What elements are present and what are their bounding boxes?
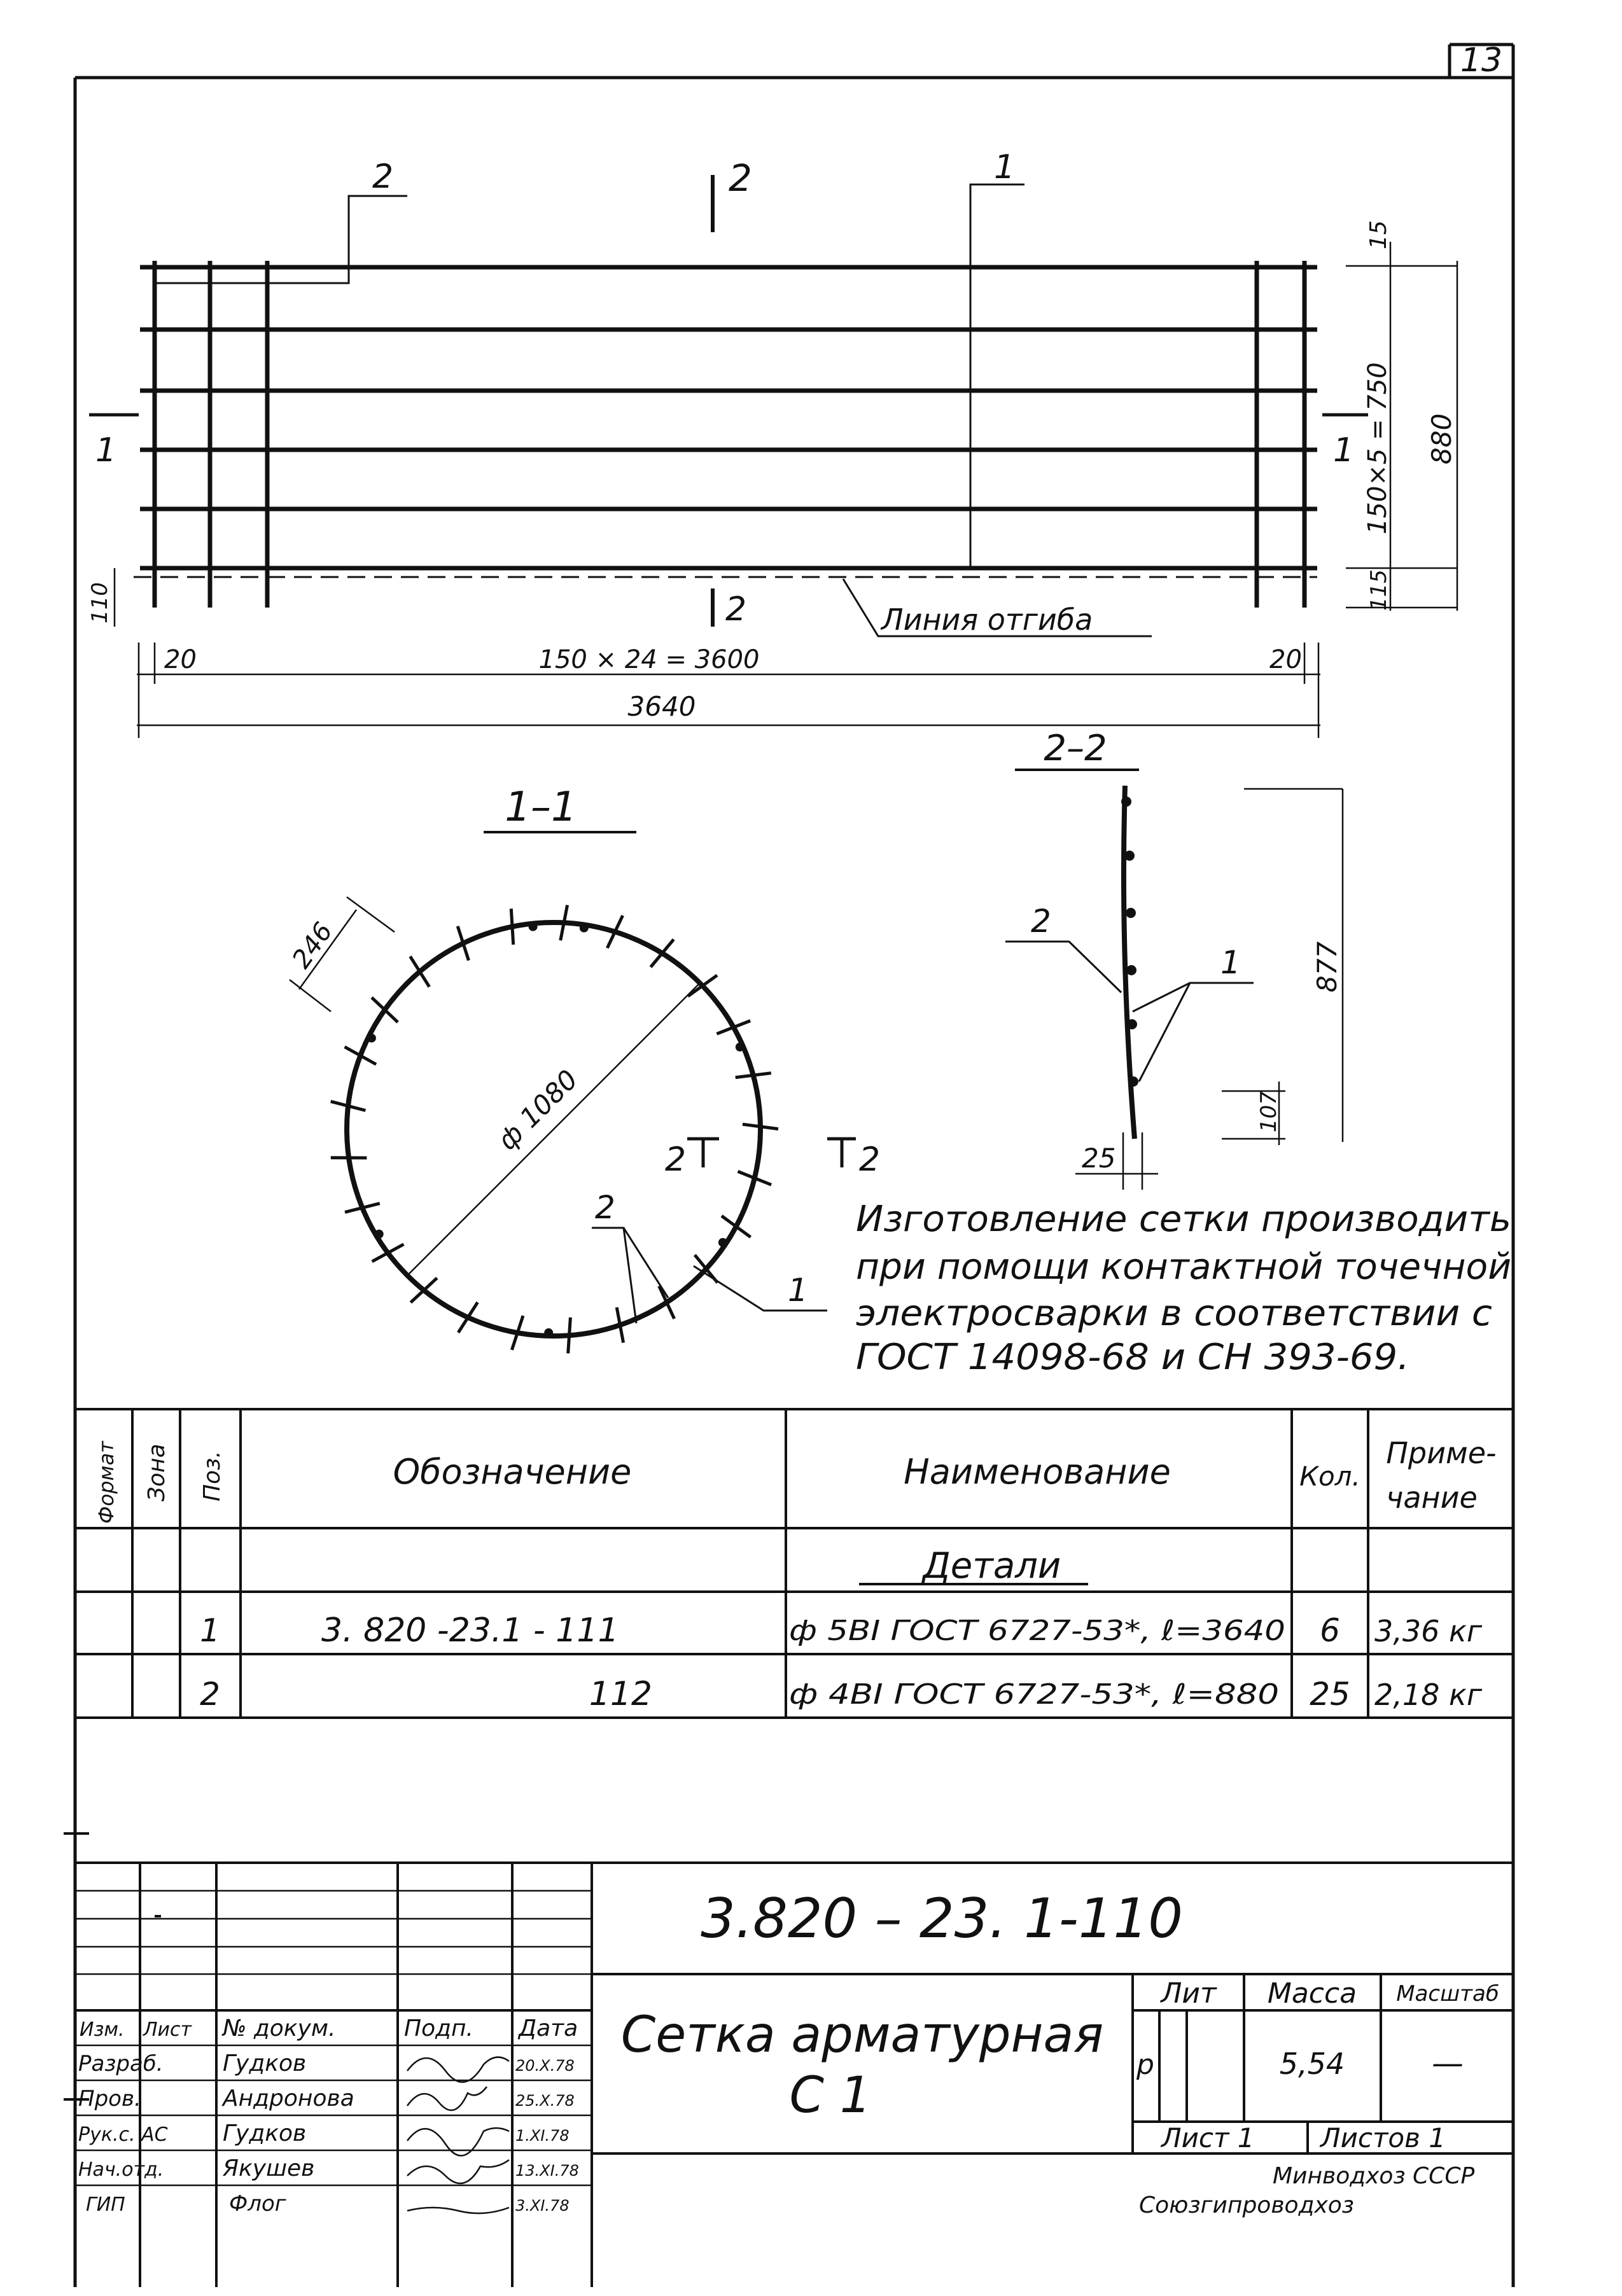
header-format: Формат [94, 1441, 118, 1524]
cut-mark-right: 2 [859, 1141, 881, 1179]
section-title-details: Детали [923, 1545, 1061, 1587]
sheet-label: Лист 1 [1161, 2122, 1255, 2153]
staff-name: Андронова [223, 2085, 354, 2112]
header-zone: Зона [144, 1444, 170, 1501]
dim-total-length: 3640 [627, 691, 696, 722]
staff-date: 1.XI.78 [515, 2127, 570, 2145]
row-qty: 6 [1320, 1612, 1340, 1649]
ring-weld-dot [580, 924, 589, 933]
ring-weld-dots [367, 922, 745, 1337]
row-name: ф 5ВI ГОСТ 6727-53*, ℓ=3640 [789, 1615, 1285, 1647]
staff-row [78, 2050, 575, 2077]
staff-name: Якушев [223, 2155, 315, 2181]
lit-value: р [1136, 2049, 1154, 2081]
note-line: при помощи контактной точечной [856, 1246, 1511, 1288]
staff-row [78, 2155, 579, 2181]
ring-bar-tick [372, 1244, 404, 1262]
row-designation: 3. 820 -23.1 - 111 [321, 1611, 619, 1650]
row-note: 3,36 кг [1374, 1614, 1482, 1648]
row-qty: 25 [1310, 1676, 1350, 1713]
ring-bar-tick [511, 908, 513, 945]
section-1-1-title: 1–1 [505, 784, 577, 831]
ring-weld-dot [367, 1034, 376, 1043]
bent-bar-section [1005, 786, 1343, 1190]
staff-row [78, 2120, 570, 2146]
col-header-signature: Подп. [404, 2015, 473, 2042]
dim-arc: 246 [286, 917, 339, 974]
section-mark-right: 1 [1333, 431, 1355, 470]
sheet-number: 13 [1460, 41, 1503, 80]
header-name: Наименование [904, 1452, 1171, 1492]
table-row [200, 1675, 1483, 1713]
staff-date: 20.X.78 [515, 2057, 575, 2075]
ring-bar-tick [722, 1216, 751, 1237]
spec-table-grid [75, 1409, 1513, 1718]
dim-height: 877 [1311, 941, 1343, 992]
sheets-label: Листов 1 [1320, 2122, 1446, 2153]
transverse-bars [155, 261, 1304, 608]
leader-label-ring-1: 1 [788, 1272, 808, 1309]
staff-name: Гудков [223, 2120, 307, 2146]
ring-bar-tick [410, 956, 430, 987]
staff-role: Разраб. [78, 2051, 164, 2077]
section-2-2-title: 2–2 [1044, 728, 1107, 769]
note-line: электросварки в соответствии с [856, 1293, 1493, 1334]
staff-role: ГИП [86, 2194, 125, 2216]
mesh-plan [89, 175, 1368, 636]
ring-weld-dot [375, 1230, 384, 1239]
diameter-line [407, 983, 700, 1276]
header-pos: Поз. [199, 1451, 225, 1501]
row-pos: 1 [200, 1612, 220, 1649]
document-title-line1: Сетка арматурная [620, 2007, 1104, 2064]
table-row [200, 1611, 1483, 1650]
row-designation: 112 [589, 1675, 652, 1713]
header-designation: Обозначение [393, 1452, 632, 1492]
dim-left-bottom: 110 [87, 582, 113, 623]
dim-bottom: 107 [1256, 1091, 1282, 1132]
dim-total-height: 880 [1426, 413, 1457, 464]
mass-label: Масса [1267, 1977, 1357, 2010]
diameter-label: ф 1080 [491, 1064, 584, 1157]
note-line: Изготовление сетки производить [856, 1199, 1511, 1240]
section-mark-bottom: 2 [725, 590, 747, 629]
sheet-frame [75, 45, 1513, 2287]
cut-mark-left: 2 [665, 1141, 687, 1179]
staff-role: Рук.с. АС [78, 2124, 168, 2146]
row-name: ф 4ВI ГОСТ 6727-53*, ℓ=880 [789, 1678, 1279, 1711]
dim-bottom-right: 115 [1366, 569, 1392, 611]
fabrication-note [856, 1199, 1511, 1378]
staff-role: Пров. [78, 2086, 141, 2112]
dim-edge-right: 20 [1269, 645, 1302, 674]
dim-top-right: 15 [1366, 220, 1392, 249]
section-mark-top: 2 [729, 157, 752, 200]
scale-value: — [1432, 2045, 1464, 2082]
document-code: 3.820 – 23. 1-110 [701, 1887, 1183, 1951]
dim-rows-spacing: 150×5 = 750 [1363, 362, 1392, 534]
ring-bar-tick [568, 1318, 571, 1354]
dim-offset: 25 [1082, 1143, 1116, 1174]
scale-label: Масштаб [1396, 1981, 1499, 2007]
longitudinal-bars [140, 267, 1317, 568]
ring-weld-dot [544, 1328, 553, 1337]
dim-edge-left: 20 [164, 645, 197, 674]
staff-role: Нач.отд. [78, 2159, 164, 2181]
document-title-line2: С 1 [789, 2067, 872, 2124]
leader-label-ring-2: 2 [595, 1189, 615, 1226]
staff-name: Гудков [223, 2050, 307, 2077]
bend-line-label: Линия отгиба [881, 602, 1093, 637]
leader-label-bar-1: 1 [1220, 944, 1241, 981]
leader-label-bar-2: 2 [1031, 903, 1051, 940]
mass-value: 5,54 [1279, 2047, 1345, 2081]
ring-weld-dot [736, 1043, 745, 1052]
org-line2: Союзгипроводхоз [1139, 2192, 1354, 2218]
org-line1: Минводхоз СССР [1273, 2163, 1475, 2189]
ring-section [290, 897, 856, 1336]
ring-weld-dot [718, 1238, 727, 1247]
staff-row [78, 2085, 575, 2112]
ring-bar-tick [659, 1286, 675, 1319]
leader-label-pos-2: 2 [372, 158, 394, 196]
note-line: ГОСТ 14098-68 и СН 393-69. [856, 1337, 1409, 1378]
dim-bars-spacing: 150 × 24 = 3600 [538, 645, 760, 674]
lit-label: Лит [1161, 1977, 1217, 2010]
ring-weld-dot [529, 922, 538, 931]
ring-bar-tick [458, 1302, 477, 1333]
header-note-line2: чание [1386, 1480, 1478, 1515]
row-note: 2,18 кг [1374, 1678, 1482, 1712]
staff-date: 3.XI.78 [515, 2197, 570, 2215]
col-header-doc-no: № докум. [223, 2015, 336, 2042]
header-note-line1: Приме- [1386, 1436, 1497, 1470]
col-header-date: Дата [519, 2015, 578, 2042]
ring-bar-tick [736, 1073, 771, 1078]
leader-pos-2 [153, 196, 407, 283]
col-header-sheet: Лист [143, 2019, 192, 2041]
header-qty: Кол. [1299, 1461, 1360, 1492]
staff-name: Флог [229, 2191, 286, 2216]
staff-date: 25.X.78 [515, 2092, 575, 2110]
staff-date: 13.XI.78 [515, 2162, 579, 2180]
col-header-rev: Изм. [80, 2019, 125, 2041]
section-mark-left: 1 [95, 431, 117, 470]
leader-label-pos-1: 1 [994, 148, 1016, 186]
staff-row [86, 2191, 570, 2216]
row-pos: 2 [200, 1676, 220, 1713]
ring-bar-tick [651, 940, 674, 968]
